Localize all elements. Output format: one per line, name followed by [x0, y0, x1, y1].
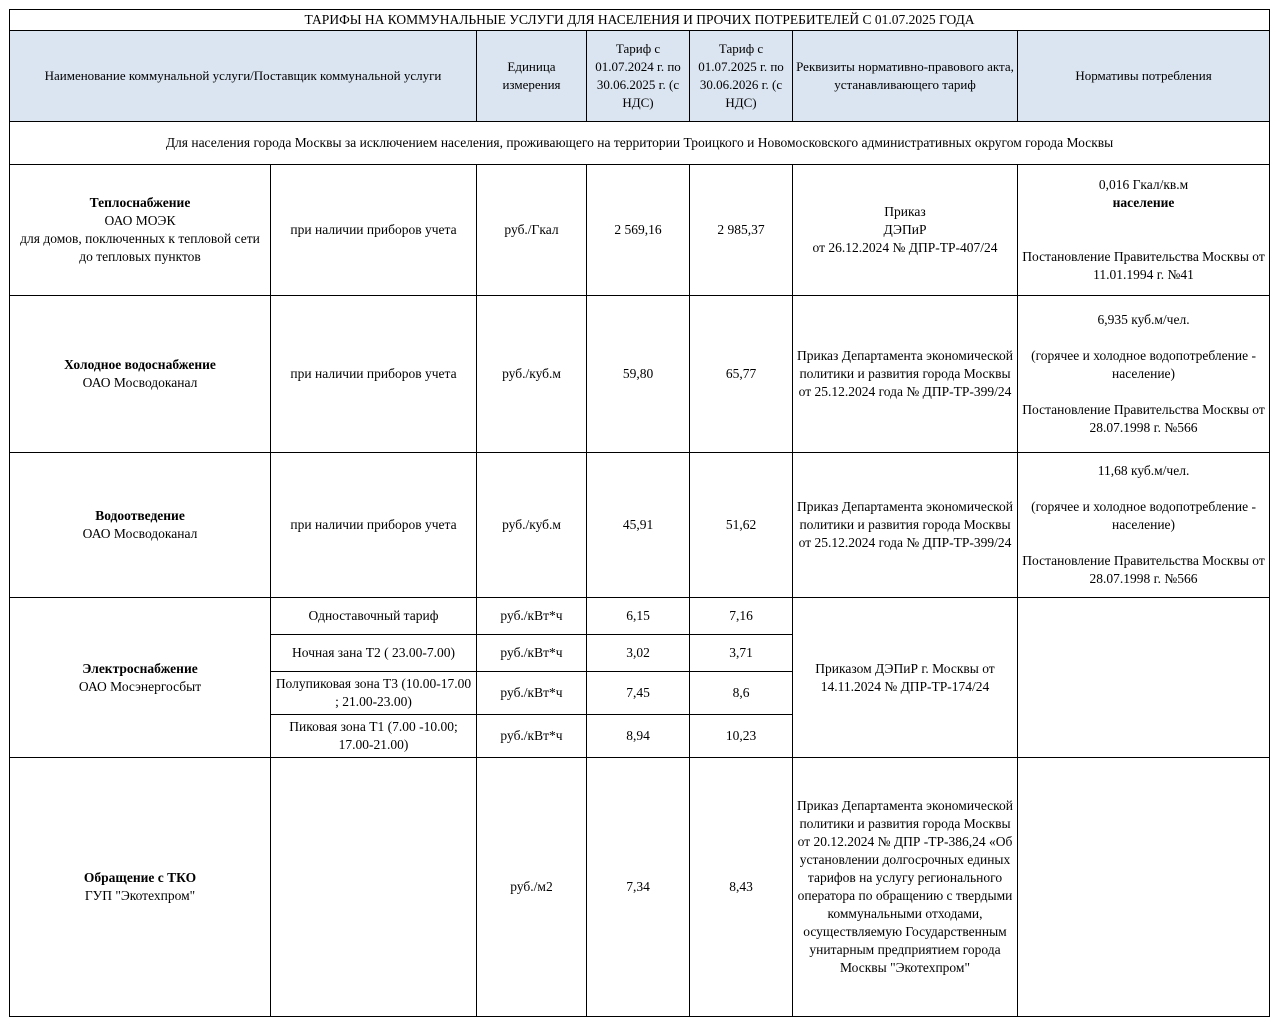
tariff-2025-cell: 2 985,37: [690, 165, 793, 296]
act-cell: [793, 165, 1018, 296]
norm-value: 0,016 Гкал/кв.м: [1098, 177, 1189, 192]
norm-doc: Постановление Правительства Москвы от 28.07.1998 г. №566: [1022, 402, 1265, 435]
section-title: Для населения города Москвы за исключением населения, проживающего на территории Троицкого и Новомосковского административных округом города Москвы: [10, 122, 1270, 165]
header-tariff-2025: Тариф с 01.07.2025 г. по 30.06.2026 г. (с НДС): [690, 31, 793, 122]
service-provider: ОАО Мосводоканал: [82, 375, 198, 390]
tariff-2024-cell: 3,02: [587, 635, 690, 672]
tariff-2024-cell: 7,34: [587, 758, 690, 1017]
table-row: [10, 453, 1270, 598]
table-row: [10, 165, 1270, 296]
header-tariff-2024: Тариф с 01.07.2024 г. по 30.06.2025 г. (с НДС): [587, 31, 690, 122]
act-cell: Приказ Департамента экономической политики и развития города Москвы от 20.12.2024 № ДПР -ТР-386,24 «Об установлении долгосрочных единых тарифов на услугу регионального оператора по обращению с твердыми коммунальными отходами, осуществляемую Государственным унитарным предприятием города Москвы "Экотехпром": [793, 758, 1018, 1017]
service-cold-water: [10, 296, 271, 453]
service-heat: [10, 165, 271, 296]
service-name: Электроснабжение: [82, 660, 198, 676]
service-name: Холодное водоснабжение: [64, 357, 216, 372]
service-name: Обращение с ТКО: [83, 870, 197, 885]
act-cell: Приказом ДЭПиР г. Москвы от 14.11.2024 № ДПР-ТР-174/24: [793, 598, 1018, 758]
tariff-2024-cell: 2 569,16: [587, 165, 690, 296]
zone-cell: Ночная зана Т2 ( 23.00-7.00): [271, 635, 477, 672]
header-service: Наименование коммунальной услуги/Поставщик коммунальной услуги: [10, 31, 477, 122]
service-provider: ОАО Мосводоканал: [82, 526, 198, 541]
unit-cell: руб./м2: [477, 758, 587, 1017]
table-title: ТАРИФЫ НА КОММУНАЛЬНЫЕ УСЛУГИ ДЛЯ НАСЕЛЕНИЯ И ПРОЧИХ ПОТРЕБИТЕЛЕЙ С 01.07.2025 ГОДА: [10, 10, 1270, 31]
unit-cell: руб./Гкал: [477, 165, 587, 296]
tariff-2025-cell: 65,77: [690, 296, 793, 453]
service-note: для домов, поключенных к тепловой сети до тепловых пунктов: [20, 231, 260, 264]
header-norms: Нормативы потребления: [1018, 31, 1270, 122]
header-unit: Единица измерения: [477, 31, 587, 122]
table-row: [10, 598, 1270, 635]
condition-cell: при наличии приборов учета: [271, 453, 477, 598]
act-line: Приказ: [884, 204, 926, 219]
norm-doc: Постановление Правительства Москвы от 28.07.1998 г. №566: [1022, 553, 1265, 586]
unit-cell: руб./куб.м: [477, 453, 587, 598]
service-electricity: [10, 598, 271, 758]
unit-cell: руб./кВт*ч: [477, 598, 587, 635]
service-provider: ОАО МОЭК: [104, 213, 176, 228]
norms-cell: [1018, 758, 1270, 1017]
table-row: [10, 296, 1270, 453]
tariff-2025-cell: 7,16: [690, 598, 793, 635]
norm-value: 11,68 куб.м/чел.: [1097, 463, 1190, 478]
tariff-2025-cell: 8,6: [690, 672, 793, 715]
service-provider: ГУП "Экотехпром": [84, 888, 196, 903]
unit-cell: руб./кВт*ч: [477, 635, 587, 672]
tariff-2025-cell: 51,62: [690, 453, 793, 598]
tariff-2024-cell: 59,80: [587, 296, 690, 453]
zone-cell: Полупиковая зона Т3 (10.00-17.00 ; 21.00-23.00): [271, 672, 477, 715]
tariff-2025-cell: 8,43: [690, 758, 793, 1017]
zone-cell: Пиковая зона Т1 (7.00 -10.00; 17.00-21.00): [271, 715, 477, 758]
zone-cell: Одноставочный тариф: [271, 598, 477, 635]
tariffs-table: [9, 9, 1270, 1017]
header-act: Реквизиты нормативно-правового акта, устанавливающего тариф: [793, 31, 1018, 122]
service-waste: [10, 758, 271, 1017]
service-name: Теплоснабжение: [89, 195, 191, 210]
norm-note: (горячее и холодное водопотребление - население): [1031, 499, 1256, 532]
tariff-2025-cell: 3,71: [690, 635, 793, 672]
tariff-2024-cell: 7,45: [587, 672, 690, 715]
condition-cell: [271, 758, 477, 1017]
norm-value: 6,935 куб.м/чел.: [1097, 312, 1190, 327]
act-cell: Приказ Департамента экономической политики и развития города Москвы от 25.12.2024 года № ДПР-ТР-399/24: [793, 453, 1018, 598]
unit-cell: руб./куб.м: [477, 296, 587, 453]
act-line: от 26.12.2024 № ДПР-ТР-407/24: [812, 240, 998, 255]
condition-cell: при наличии приборов учета: [271, 296, 477, 453]
service-name: Водоотведение: [95, 508, 185, 523]
act-line: ДЭПиР: [883, 222, 927, 237]
unit-cell: руб./кВт*ч: [477, 672, 587, 715]
norm-note: (горячее и холодное водопотребление - население): [1031, 348, 1256, 381]
service-sewerage: [10, 453, 271, 598]
tariff-2024-cell: 45,91: [587, 453, 690, 598]
norms-cell: [1018, 598, 1270, 758]
unit-cell: руб./кВт*ч: [477, 715, 587, 758]
norms-cell: [1018, 296, 1270, 453]
table-row: [10, 758, 1270, 1017]
service-provider: ОАО Мосэнергосбыт: [78, 678, 202, 694]
act-cell: Приказ Департамента экономической политики и развития города Москвы от 25.12.2024 года № ДПР-ТР-399/24: [793, 296, 1018, 453]
condition-cell: при наличии приборов учета: [271, 165, 477, 296]
norms-cell: [1018, 165, 1270, 296]
norms-cell: [1018, 453, 1270, 598]
norm-who: население: [1112, 195, 1175, 210]
tariff-2024-cell: 6,15: [587, 598, 690, 635]
norm-doc: Постановление Правительства Москвы от 11.01.1994 г. №41: [1022, 249, 1265, 282]
tariff-2025-cell: 10,23: [690, 715, 793, 758]
tariff-2024-cell: 8,94: [587, 715, 690, 758]
